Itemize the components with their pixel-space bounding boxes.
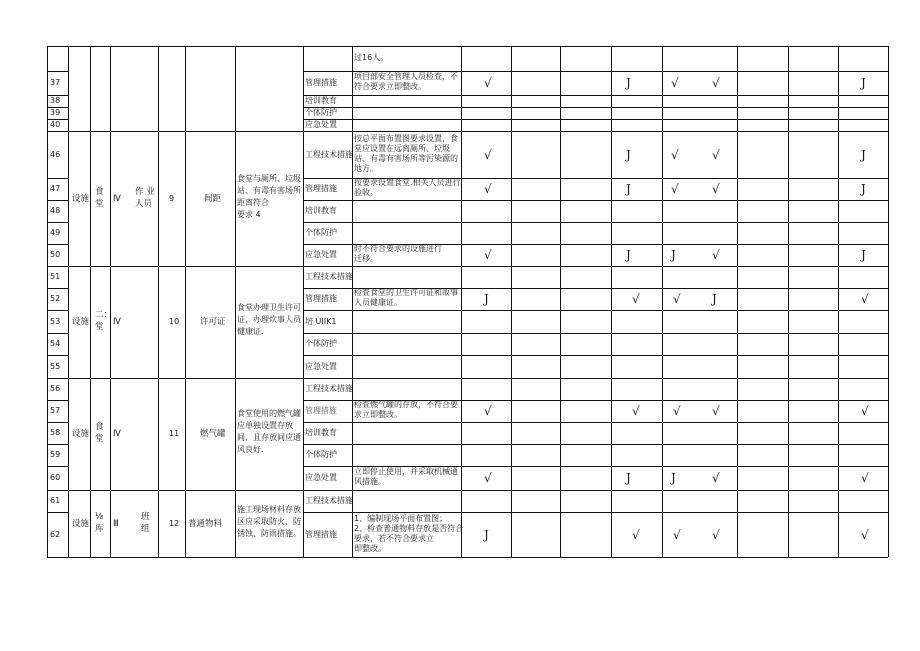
control-measure-text: 人员健康证。 — [354, 298, 402, 307]
control-measure-type: 个体防护 — [305, 450, 337, 459]
grid-column-line — [158, 46, 159, 557]
grid-column-line — [560, 46, 561, 557]
hazard-name: 间距 — [204, 193, 222, 204]
check-mark: √ — [861, 404, 869, 418]
grid-column-line — [110, 46, 111, 557]
check-mark: √ — [712, 147, 720, 162]
responsible-person: 组 — [141, 523, 150, 534]
control-measure-type: 培训教育 — [305, 206, 337, 215]
responsible-person: 班 — [141, 511, 150, 522]
check-mark: √ — [671, 147, 679, 162]
hazard-name: 许可证 — [200, 317, 226, 327]
row-line — [47, 71, 68, 72]
check-mark: √ — [632, 527, 640, 542]
work-area: 食 — [95, 422, 104, 432]
control-standard: 健康证. — [237, 327, 264, 336]
control-measure-type: 管理措施 — [305, 78, 337, 87]
control-standard: 施工现场材料存放 — [237, 504, 301, 514]
row-line — [303, 512, 888, 513]
row-seq-number: 51 — [50, 272, 61, 281]
grid-column-line — [888, 46, 889, 557]
row-line — [303, 200, 888, 201]
row-seq-number: 60 — [50, 473, 61, 482]
control-measure-type: 管理措施 — [305, 184, 337, 193]
row-line — [47, 355, 68, 356]
row-seq-number: 48 — [50, 206, 61, 215]
control-standard: 食堂与厕所、垃圾 — [237, 173, 301, 183]
row-seq-number: 57 — [50, 406, 61, 415]
control-measure-text: 地方。 — [354, 163, 378, 173]
work-area: 堂 — [95, 434, 104, 444]
check-mark: J — [861, 76, 866, 90]
row-seq-number: 50 — [50, 250, 61, 259]
row-seq-number: 53 — [50, 316, 61, 326]
grid-column-line — [838, 46, 839, 557]
row-seq-number: 62 — [50, 529, 61, 539]
control-measure-text: 要求，若不符合要求立 — [354, 533, 434, 543]
check-mark: J — [712, 292, 717, 306]
hazard-number: 10 — [169, 317, 180, 326]
check-mark: √ — [671, 182, 679, 196]
hazard-number: 12 — [169, 518, 180, 528]
control-standard: 区应采取防火、防 — [237, 516, 301, 526]
group-line — [47, 266, 888, 267]
control-measure-type: 应急处置 — [305, 250, 337, 259]
check-mark: √ — [712, 182, 720, 196]
check-mark: J — [861, 182, 866, 196]
risk-level: Ⅲ — [113, 518, 119, 529]
row-line — [47, 222, 68, 223]
work-area: 堂 — [95, 322, 104, 332]
row-line — [303, 333, 888, 334]
row-line — [47, 422, 68, 423]
row-line — [47, 200, 68, 201]
grid-column-line — [303, 46, 304, 557]
check-mark: J — [626, 182, 631, 196]
check-mark: J — [626, 76, 631, 90]
check-mark: J — [861, 248, 866, 262]
control-measure-type: 培训教育 — [305, 96, 337, 105]
grid-column-line — [90, 46, 91, 557]
control-measure-text: 1、编制现场平面布置图； — [354, 513, 448, 523]
check-mark: √ — [861, 527, 869, 542]
group-line — [47, 131, 888, 132]
row-line — [47, 244, 68, 245]
control-measure-type: 应急处置 — [305, 120, 337, 129]
row-line — [303, 355, 888, 356]
row-line — [47, 310, 68, 311]
row-line — [47, 288, 68, 289]
control-standard: 距离符合 — [237, 197, 269, 207]
check-mark: J — [626, 471, 631, 485]
row-seq-number: 38 — [50, 96, 61, 105]
row-line — [47, 444, 68, 445]
control-measure-type: 个体防护 — [305, 108, 337, 117]
control-measure-text: 验收。 — [354, 188, 378, 197]
row-seq-number: 61 — [50, 496, 61, 505]
grid-column-line — [68, 46, 69, 557]
row-seq-number: 47 — [50, 184, 61, 193]
control-measure-type: 应急处置 — [305, 361, 337, 371]
responsible-person: 作 业 — [135, 186, 155, 197]
responsible-person: 人员 — [135, 198, 153, 209]
control-measure-text: 按要求设置食堂.相关人员进行 — [354, 178, 461, 187]
check-mark: √ — [673, 292, 681, 306]
row-line — [303, 119, 888, 120]
row-seq-number: 46 — [50, 149, 61, 159]
check-mark: J — [484, 527, 489, 542]
row-seq-number: 52 — [50, 294, 61, 303]
control-measure-type: 工程技术措施 — [305, 149, 353, 159]
grid-column-line — [185, 46, 186, 557]
control-standard: 应单独设置存放 — [237, 421, 293, 430]
row-line — [303, 422, 888, 423]
control-measure-type: 培训教育 — [305, 428, 337, 437]
row-seq-number: 55 — [50, 361, 61, 371]
check-mark: J — [861, 147, 866, 162]
control-measure-type: 应急处置 — [305, 473, 337, 482]
row-line — [47, 400, 68, 401]
check-mark: J — [626, 147, 631, 162]
control-standard: 要求 4 — [237, 209, 261, 219]
grid-column-line — [352, 46, 353, 557]
control-standard: 食堂办理卫生许可 — [237, 303, 301, 312]
grid-column-line — [611, 46, 612, 557]
work-area: 食 — [95, 186, 104, 197]
grid-column-line — [662, 46, 663, 557]
control-measure-type: 工程技术措施 — [305, 272, 353, 281]
hazard-name: 普通物料 — [188, 518, 223, 529]
check-mark: √ — [673, 527, 681, 542]
risk-level: Ⅳ — [113, 193, 121, 204]
check-mark: √ — [712, 527, 720, 542]
work-area: 堂 — [95, 198, 104, 209]
check-mark: √ — [484, 147, 492, 162]
check-mark: √ — [712, 248, 720, 262]
control-standard: 证，办理炊事人员 — [237, 315, 301, 324]
group-line — [47, 378, 888, 379]
check-mark: √ — [673, 404, 681, 418]
control-measure-type: 培 UIIK1 — [305, 316, 337, 326]
work-area: 二： — [95, 310, 113, 320]
control-measure-text: 按总平面布置图要求设置，食 — [354, 133, 458, 143]
control-measure-text: 符合要求立即整改。 — [354, 82, 426, 91]
row-seq-number: 59 — [50, 450, 61, 459]
control-measure-text: 即整改。 — [354, 543, 386, 553]
control-standard: 风良好. — [237, 445, 264, 454]
check-mark: √ — [671, 76, 679, 90]
table-top-line — [47, 46, 888, 47]
hazard-number: 9 — [169, 193, 175, 203]
hazard-name: 燃气罐 — [200, 429, 226, 439]
hazard-category: 设施 — [72, 317, 90, 327]
check-mark: √ — [861, 471, 869, 485]
risk-level: Ⅳ — [113, 429, 121, 439]
check-mark: √ — [712, 404, 720, 418]
grid-column-line — [461, 46, 462, 557]
hazard-category: 设施 — [72, 193, 90, 204]
row-line — [303, 444, 888, 445]
control-measure-text: 堂应设置在远离厕所、垃圾 — [354, 143, 450, 153]
control-measure-type: 个体防护 — [305, 228, 337, 237]
work-area: ⅛ — [95, 511, 104, 522]
check-mark: √ — [712, 76, 720, 90]
check-mark: √ — [484, 471, 492, 485]
control-measure-text: 求立即整改。 — [354, 410, 402, 419]
row-line — [47, 178, 68, 179]
row-seq-number: 56 — [50, 384, 61, 393]
hazard-category: 设施 — [72, 429, 90, 439]
grid-column-line — [235, 46, 236, 557]
row-seq-number: 37 — [50, 78, 61, 87]
work-area: 库 — [95, 523, 104, 534]
check-mark: J — [626, 248, 631, 262]
row-line — [47, 333, 68, 334]
control-standard: 食堂使用的燃气罐 — [237, 409, 301, 418]
control-measure-text: 过16人。 — [354, 52, 389, 62]
check-mark: √ — [632, 404, 640, 418]
control-measure-text: 2、检查普通物料存放是否符合 — [354, 523, 464, 533]
check-mark: J — [671, 471, 676, 485]
hazard-category: 设施 — [72, 518, 90, 529]
control-standard: 间，且存放间应通 — [237, 433, 301, 442]
row-line — [47, 466, 68, 467]
row-line — [303, 222, 888, 223]
row-line — [303, 310, 888, 311]
hazard-number: 11 — [169, 429, 180, 438]
row-line — [47, 512, 68, 513]
control-measure-text: 站、有毒有害场所等污染源的 — [354, 153, 458, 163]
group-line — [47, 557, 888, 558]
grid-column-line — [511, 46, 512, 557]
check-mark: √ — [712, 471, 720, 485]
check-mark: J — [484, 292, 489, 306]
control-measure-text: 风措施。 — [354, 477, 386, 486]
control-measure-text: 时不符合要求的设施进行 — [354, 244, 442, 253]
grid-column-line — [47, 46, 48, 557]
row-line — [303, 107, 888, 108]
check-mark: √ — [484, 182, 492, 196]
control-measure-text: 迁移。 — [354, 254, 378, 263]
check-mark: J — [671, 248, 676, 262]
check-mark: √ — [632, 292, 640, 306]
row-seq-number: 40 — [50, 120, 61, 129]
group-line — [47, 490, 888, 491]
control-standard: 锈蚀、防雨措施。 — [237, 528, 301, 538]
grid-column-line — [788, 46, 789, 557]
check-mark: √ — [484, 404, 492, 418]
grid-column-line — [737, 46, 738, 557]
control-measure-text: 项目部安全管理人员检查，不 — [354, 72, 458, 81]
control-measure-text: 检查食堂的卫生许可证和故事 — [354, 288, 458, 297]
control-measure-type: 管理措施 — [305, 294, 337, 303]
row-line — [303, 95, 888, 96]
control-measure-text: 检查燃气罐的存放，不符合要 — [354, 400, 458, 409]
row-seq-number: 39 — [50, 108, 61, 117]
row-seq-number: 49 — [50, 228, 61, 237]
row-seq-number: 58 — [50, 428, 61, 437]
check-mark: √ — [484, 76, 492, 90]
control-measure-type: 工程技术措施 — [305, 384, 353, 393]
risk-level: Ⅳ — [113, 317, 121, 327]
check-mark: √ — [484, 248, 492, 262]
control-measure-type: 管理措旌 — [305, 406, 337, 415]
check-mark: √ — [861, 292, 869, 306]
row-seq-number: 54 — [50, 339, 61, 348]
control-measure-type: 管理措施 — [305, 529, 337, 539]
control-measure-type: 工程技术措施 — [305, 496, 353, 505]
control-standard: 站、有毒有害场所 — [237, 185, 301, 195]
control-measure-type: 个体防护 — [305, 339, 337, 348]
control-measure-text: 立即停止使用，并采取机械通 — [354, 467, 458, 476]
